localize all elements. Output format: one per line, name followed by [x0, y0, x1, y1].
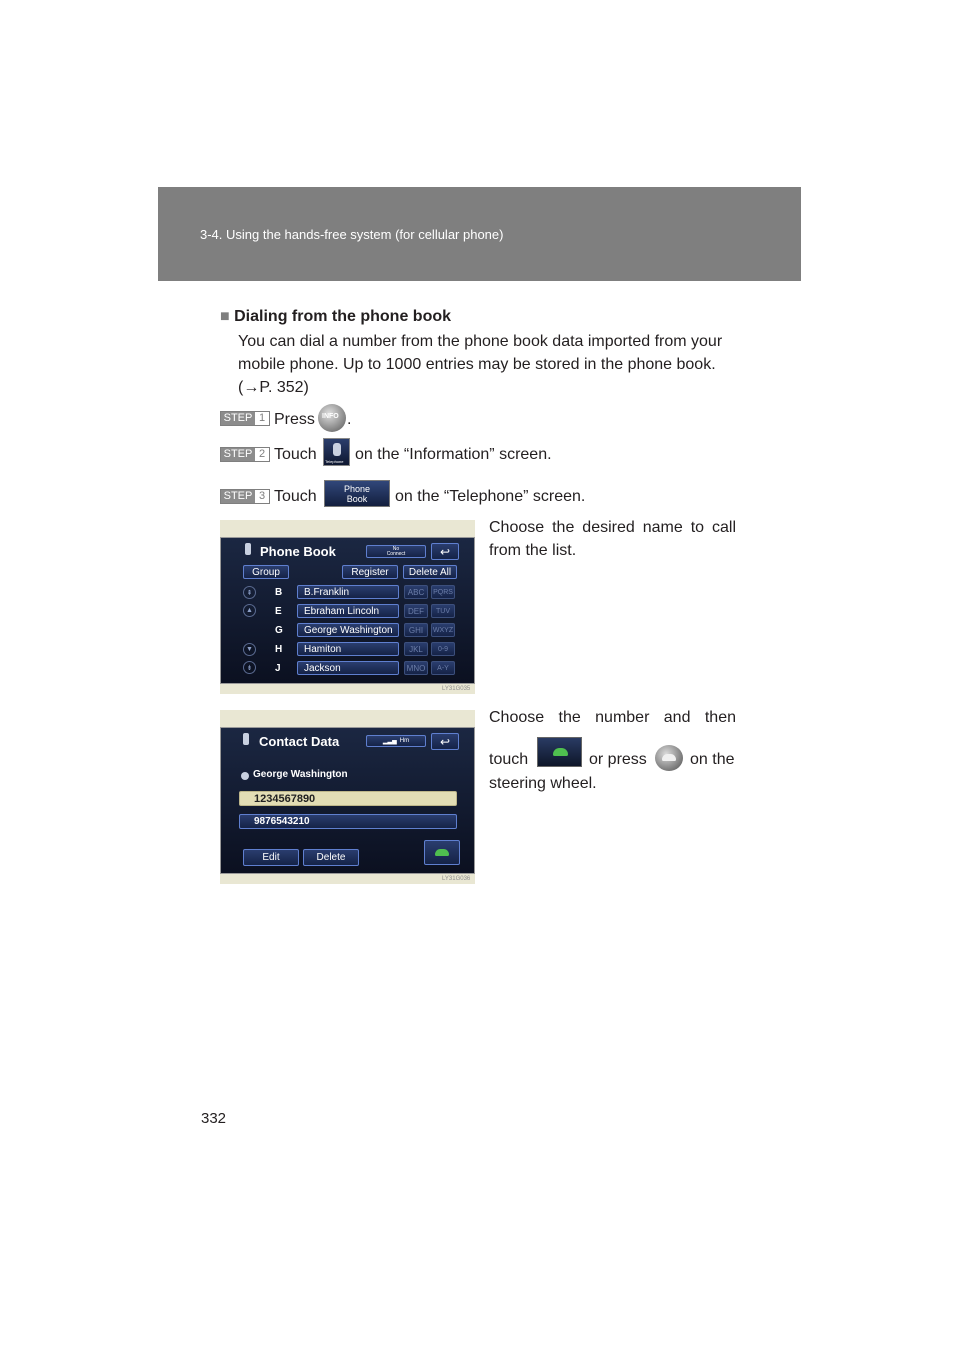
step-5-line-3: steering wheel.: [489, 775, 597, 792]
index-letter: H: [275, 644, 283, 655]
phone-handset-icon: [243, 733, 249, 745]
step-1-text-before: Press: [274, 411, 315, 428]
connection-status: ▂▃▅ Hm: [366, 735, 426, 747]
green-handset-icon: [553, 748, 568, 756]
heading-text: Dialing from the phone book: [234, 308, 452, 325]
step-4-line-2: from the list.: [489, 542, 577, 559]
scroll-down-icon[interactable]: ▼: [243, 643, 256, 656]
key-tuv[interactable]: TUV: [431, 604, 455, 618]
heading-square-icon: ■: [220, 308, 230, 325]
steering-wheel-call-icon: [655, 745, 683, 771]
key-def[interactable]: DEF: [404, 604, 428, 618]
phone-handset-icon: [333, 443, 341, 456]
contact-data-screenshot: [220, 710, 475, 884]
back-arrow-icon[interactable]: ↩: [431, 543, 459, 560]
step-5-on-the-text: on the: [690, 751, 735, 768]
step-3-text-before: Touch: [274, 488, 317, 505]
phone-book-screen: [220, 537, 475, 684]
page-up-icon[interactable]: ⇞: [243, 586, 256, 599]
phone-handset-icon: [245, 543, 251, 555]
step-2-text-before: Touch: [274, 446, 317, 463]
person-icon: [241, 772, 249, 780]
key-jkl[interactable]: JKL: [404, 642, 428, 656]
step-number: 1: [255, 412, 269, 425]
signal-bars-icon: ▂▃▅: [382, 738, 397, 745]
step-3-badge: STEP 3: [220, 489, 270, 504]
delete-all-button[interactable]: Delete All: [403, 565, 457, 579]
key-wxyz[interactable]: WXYZ: [431, 623, 455, 637]
step-1-badge: [220, 411, 270, 426]
call-button-icon: [537, 737, 582, 767]
group-tab[interactable]: Group: [243, 565, 289, 579]
connection-status: No Connect: [366, 545, 426, 558]
section-heading: [220, 305, 451, 328]
intro-line-3: (→P. 352): [238, 379, 309, 396]
contact-name: George Washington: [253, 769, 348, 780]
section-header-band: [158, 187, 801, 281]
green-handset-icon: [435, 849, 449, 856]
step-4-line-1: Choose the desired name to call: [489, 519, 736, 536]
step-1-text-after: .: [347, 411, 352, 428]
contact-row-hamiton[interactable]: Hamiton: [297, 642, 399, 656]
contact-row-b-franklin[interactable]: B.Franklin: [297, 585, 399, 599]
page-down-icon[interactable]: ⇟: [243, 661, 256, 674]
intro-line-2: mobile phone. Up to 1000 entries may be stored in the phone book.: [238, 356, 716, 373]
index-letter: G: [275, 625, 283, 636]
intro-line-1: You can dial a number from the phone book data imported from your: [238, 333, 723, 350]
step-5-touch-text: touch: [489, 751, 529, 768]
scroll-up-icon[interactable]: ▲: [243, 604, 256, 617]
screen-title: Phone Book: [260, 544, 336, 559]
key-a-y[interactable]: A-Y: [431, 661, 455, 675]
contact-data-screen: [220, 727, 475, 874]
step-2-badge: STEP 2: [220, 447, 270, 462]
edit-button[interactable]: Edit: [243, 849, 299, 866]
phone-number-row[interactable]: 9876543210: [239, 814, 457, 829]
handset-icon: [662, 754, 676, 761]
index-letter: J: [275, 663, 281, 674]
figure-code: LY31G035: [442, 686, 471, 692]
register-button[interactable]: Register: [342, 565, 398, 579]
screen-title: Contact Data: [259, 734, 340, 749]
figure-code: LY31G036: [442, 876, 471, 882]
section-title: 3-4. Using the hands-free system (for cellular phone): [200, 227, 504, 242]
phone-book-screenshot: [220, 520, 475, 694]
call-button[interactable]: [424, 840, 460, 865]
step-5-line-1: Choose the number and then: [489, 709, 736, 726]
contact-row-george-washington[interactable]: George Washington: [297, 623, 399, 637]
step-label: STEP: [221, 412, 255, 425]
contact-row-jackson[interactable]: Jackson: [297, 661, 399, 675]
delete-button[interactable]: Delete: [303, 849, 359, 866]
phone-number-row-selected[interactable]: 1234567890: [239, 791, 457, 806]
contact-row-ebraham-lincoln[interactable]: Ebraham Lincoln: [297, 604, 399, 618]
telephone-icon: Telephone: [323, 438, 350, 466]
key-pqrs[interactable]: PQRS: [431, 585, 455, 599]
page-number: 332: [201, 1110, 227, 1127]
step-5-press-text: or press: [589, 751, 647, 768]
key-mno[interactable]: MNO: [404, 661, 428, 675]
key-abc[interactable]: ABC: [404, 585, 428, 599]
step-2-text-after: on the “Information” screen.: [355, 446, 552, 463]
index-letter: B: [275, 587, 283, 598]
index-letter: E: [275, 606, 282, 617]
phone-book-button: Phone Book: [324, 480, 390, 507]
back-arrow-icon[interactable]: ↩: [431, 733, 459, 750]
info-button-icon: INFO: [318, 404, 346, 432]
key-0-9[interactable]: 0-9: [431, 642, 455, 656]
key-ghi[interactable]: GHI: [404, 623, 428, 637]
step-3-text-after: on the “Telephone” screen.: [395, 488, 586, 505]
